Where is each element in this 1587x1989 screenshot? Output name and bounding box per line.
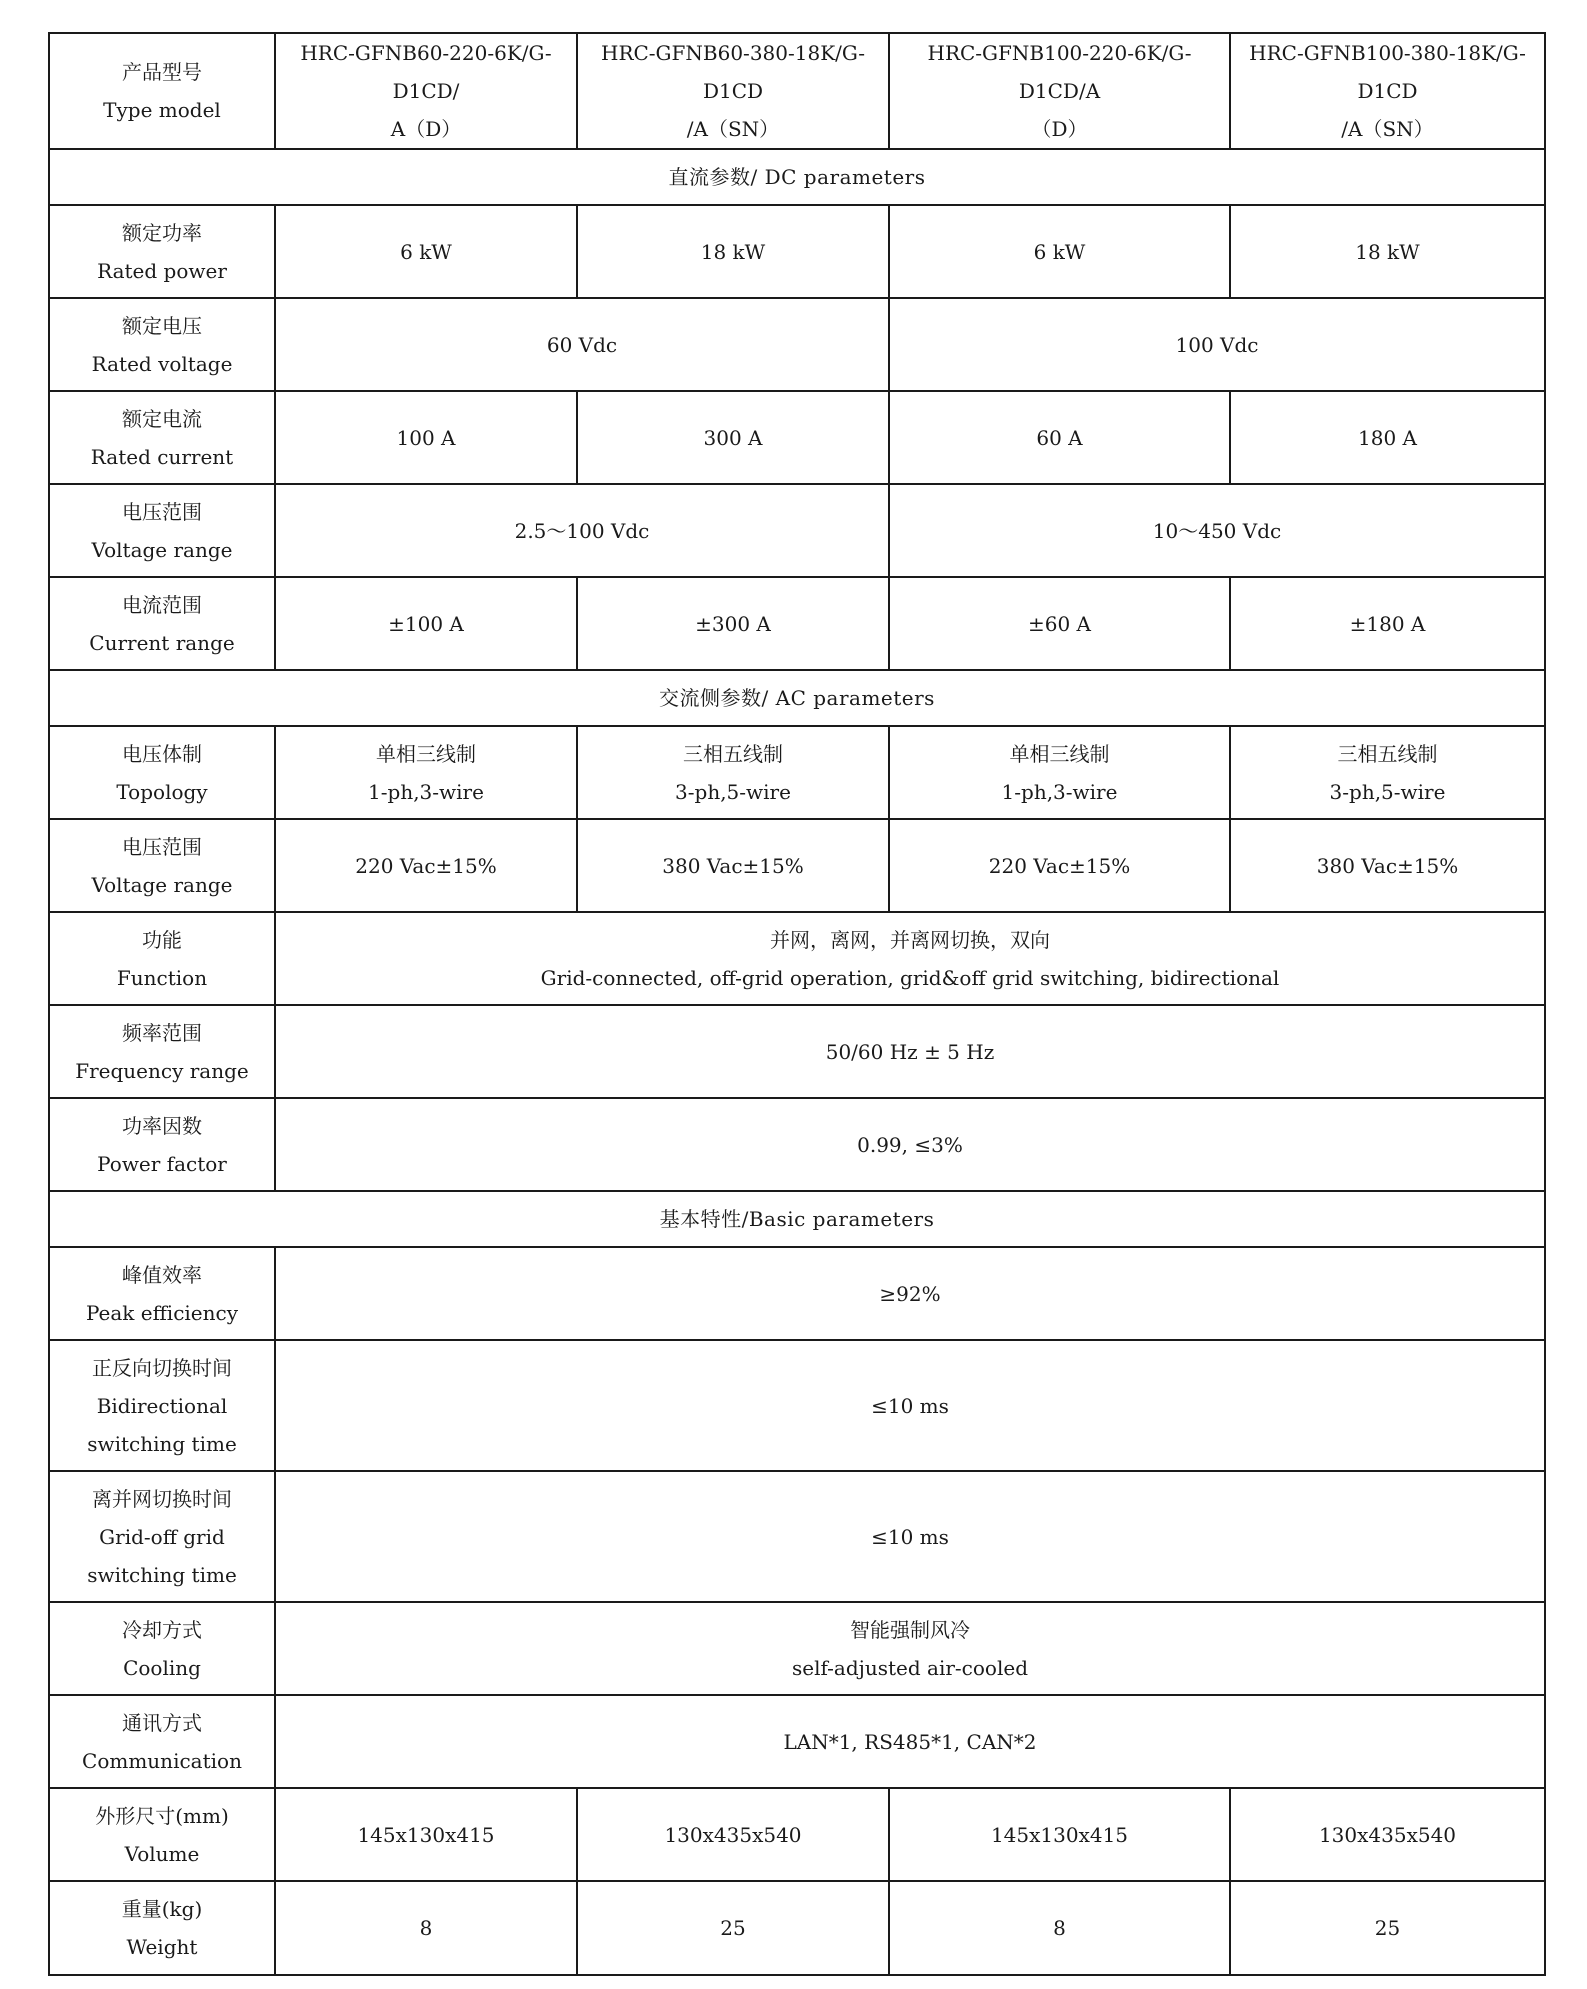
rated-power-value: 18 kW xyxy=(577,205,889,298)
bidirectional-switching-label-en-1: Bidirectional xyxy=(96,1393,228,1418)
current-range-value: ±180 A xyxy=(1230,577,1545,670)
row-communication xyxy=(49,1695,1545,1788)
function-value xyxy=(275,912,1545,1005)
row-frequency-range xyxy=(49,1005,1545,1098)
topology-value-en: 1-ph,3-wire xyxy=(1001,779,1118,804)
topology-value-cn: 单相三线制 xyxy=(1009,741,1110,766)
communication-label-en: Communication xyxy=(82,1748,242,1773)
ac-voltage-range-value: 380 Vac±15% xyxy=(1230,819,1545,912)
current-range-value: ±60 A xyxy=(889,577,1230,670)
rated-power-label-cn: 额定功率 xyxy=(122,220,202,245)
peak-efficiency-label-en: Peak efficiency xyxy=(85,1300,239,1325)
cooling-value-cn: 智能强制风冷 xyxy=(850,1617,970,1642)
topology-label xyxy=(49,726,275,819)
communication-label-cn: 通讯方式 xyxy=(122,1710,202,1735)
ac-voltage-range-label-en: Voltage range xyxy=(91,872,233,897)
current-range-label-cn: 电流范围 xyxy=(122,592,202,617)
function-value-en: Grid-connected, off-grid operation, grid&off grid switching, bidirectional xyxy=(540,965,1280,990)
volume-value: 130x435x540 xyxy=(577,1788,889,1881)
cooling-label-cn: 冷却方式 xyxy=(122,1617,202,1642)
volume-value: 145x130x415 xyxy=(275,1788,577,1881)
model-4-line-2: /A（SN） xyxy=(1341,117,1434,141)
topology-value xyxy=(275,726,577,819)
volume-label-en: Volume xyxy=(124,1841,200,1866)
power-factor-value: 0.99, ≤3% xyxy=(275,1098,1545,1191)
model-2-line-2: /A（SN） xyxy=(686,117,780,141)
spec-table xyxy=(48,32,1546,1976)
grid-off-switching-label-en-2: switching time xyxy=(87,1562,237,1587)
model-3 xyxy=(889,33,1230,149)
header-label-cn: 产品型号 xyxy=(122,60,202,84)
function-label-en: Function xyxy=(116,965,208,990)
peak-efficiency-value: ≥92% xyxy=(275,1247,1545,1340)
row-topology xyxy=(49,726,1545,819)
weight-value: 25 xyxy=(577,1881,889,1975)
topology-value-en: 3-ph,5-wire xyxy=(675,779,791,804)
volume-value: 130x435x540 xyxy=(1230,1788,1545,1881)
row-power-factor xyxy=(49,1098,1545,1191)
power-factor-label-en: Power factor xyxy=(97,1151,227,1176)
rated-current-value: 180 A xyxy=(1230,391,1545,484)
rated-voltage-value: 60 Vdc xyxy=(275,298,889,391)
topology-label-cn: 电压体制 xyxy=(122,741,202,766)
header-row xyxy=(49,33,1545,149)
rated-current-value: 300 A xyxy=(577,391,889,484)
grid-off-switching-label-en-1: Grid-off grid xyxy=(99,1524,225,1549)
model-4 xyxy=(1230,33,1545,149)
rated-power-label xyxy=(49,205,275,298)
model-2-line-1: HRC-GFNB60-380-18K/G-D1CD xyxy=(601,41,865,103)
section-ac-title: 交流侧参数/ AC parameters xyxy=(49,670,1545,726)
ac-voltage-range-value: 380 Vac±15% xyxy=(577,819,889,912)
row-bidirectional-switching xyxy=(49,1340,1545,1471)
rated-current-label xyxy=(49,391,275,484)
rated-power-label-en: Rated power xyxy=(97,258,227,283)
rated-power-value: 6 kW xyxy=(275,205,577,298)
model-3-line-1: HRC-GFNB100-220-6K/G-D1CD/A xyxy=(927,41,1192,103)
communication-label xyxy=(49,1695,275,1788)
bidirectional-switching-label-en-2: switching time xyxy=(87,1431,237,1456)
frequency-range-label-en: Frequency range xyxy=(75,1058,249,1083)
grid-off-switching-value: ≤10 ms xyxy=(275,1471,1545,1602)
topology-value-cn: 三相五线制 xyxy=(1337,741,1438,766)
ac-voltage-range-value: 220 Vac±15% xyxy=(275,819,577,912)
section-ac-row xyxy=(49,670,1545,726)
power-factor-label xyxy=(49,1098,275,1191)
rated-current-value: 60 A xyxy=(889,391,1230,484)
volume-label xyxy=(49,1788,275,1881)
row-volume xyxy=(49,1788,1545,1881)
weight-value: 25 xyxy=(1230,1881,1545,1975)
topology-value-en: 3-ph,5-wire xyxy=(1329,779,1446,804)
row-dc-voltage-range xyxy=(49,484,1545,577)
dc-voltage-range-label-cn: 电压范围 xyxy=(122,499,202,524)
weight-value: 8 xyxy=(889,1881,1230,1975)
function-label-cn: 功能 xyxy=(142,927,182,952)
section-basic-title: 基本特性/Basic parameters xyxy=(49,1191,1545,1247)
row-current-range xyxy=(49,577,1545,670)
row-ac-voltage-range xyxy=(49,819,1545,912)
current-range-label xyxy=(49,577,275,670)
peak-efficiency-label xyxy=(49,1247,275,1340)
rated-current-label-cn: 额定电流 xyxy=(122,406,202,431)
grid-off-switching-label-cn: 离并网切换时间 xyxy=(92,1486,232,1511)
current-range-value: ±100 A xyxy=(275,577,577,670)
ac-voltage-range-label-cn: 电压范围 xyxy=(122,834,202,859)
topology-value-cn: 三相五线制 xyxy=(683,741,783,766)
topology-value xyxy=(1230,726,1545,819)
row-rated-power xyxy=(49,205,1545,298)
rated-power-value: 6 kW xyxy=(889,205,1230,298)
topology-value xyxy=(577,726,889,819)
header-label xyxy=(49,33,275,149)
dc-voltage-range-value: 2.5～100 Vdc xyxy=(275,484,889,577)
ac-voltage-range-label xyxy=(49,819,275,912)
power-factor-label-cn: 功率因数 xyxy=(122,1113,202,1138)
topology-value xyxy=(889,726,1230,819)
ac-voltage-range-value: 220 Vac±15% xyxy=(889,819,1230,912)
row-rated-voltage xyxy=(49,298,1545,391)
current-range-value: ±300 A xyxy=(577,577,889,670)
topology-value-cn: 单相三线制 xyxy=(376,741,476,766)
row-peak-efficiency xyxy=(49,1247,1545,1340)
topology-label-en: Topology xyxy=(116,779,208,804)
bidirectional-switching-label xyxy=(49,1340,275,1471)
communication-value: LAN*1, RS485*1, CAN*2 xyxy=(275,1695,1545,1788)
rated-voltage-label xyxy=(49,298,275,391)
section-dc-row xyxy=(49,149,1545,205)
weight-label xyxy=(49,1881,275,1975)
volume-label-cn: 外形尺寸(mm) xyxy=(95,1803,229,1828)
bidirectional-switching-value: ≤10 ms xyxy=(275,1340,1545,1471)
cooling-value xyxy=(275,1602,1545,1695)
rated-voltage-label-cn: 额定电压 xyxy=(122,313,202,338)
dc-voltage-range-value: 10～450 Vdc xyxy=(889,484,1545,577)
row-grid-off-switching xyxy=(49,1471,1545,1602)
model-1-line-2: A（D） xyxy=(390,117,462,141)
rated-power-value: 18 kW xyxy=(1230,205,1545,298)
model-1 xyxy=(275,33,577,149)
model-1-line-1: HRC-GFNB60-220-6K/G-D1CD/ xyxy=(300,41,552,103)
function-value-cn: 并网，离网，并离网切换，双向 xyxy=(770,927,1050,952)
bidirectional-switching-label-cn: 正反向切换时间 xyxy=(92,1355,232,1380)
volume-value: 145x130x415 xyxy=(889,1788,1230,1881)
rated-current-label-en: Rated current xyxy=(90,444,234,469)
weight-label-en: Weight xyxy=(126,1935,198,1959)
cooling-value-en: self-adjusted air-cooled xyxy=(791,1655,1028,1680)
row-weight xyxy=(49,1881,1545,1975)
rated-voltage-label-en: Rated voltage xyxy=(91,351,233,376)
frequency-range-value: 50/60 Hz ± 5 Hz xyxy=(275,1005,1545,1098)
function-label xyxy=(49,912,275,1005)
section-dc-title: 直流参数/ DC parameters xyxy=(49,149,1545,205)
weight-value: 8 xyxy=(275,1881,577,1975)
weight-label-cn: 重量(kg) xyxy=(121,1897,203,1921)
model-3-line-2: （D） xyxy=(1031,117,1088,141)
row-function xyxy=(49,912,1545,1005)
row-rated-current xyxy=(49,391,1545,484)
current-range-label-en: Current range xyxy=(89,630,235,655)
cooling-label xyxy=(49,1602,275,1695)
frequency-range-label-cn: 频率范围 xyxy=(122,1020,202,1045)
rated-voltage-value: 100 Vdc xyxy=(889,298,1545,391)
frequency-range-label xyxy=(49,1005,275,1098)
topology-value-en: 1-ph,3-wire xyxy=(368,779,484,804)
grid-off-switching-label xyxy=(49,1471,275,1602)
dc-voltage-range-label-en: Voltage range xyxy=(91,537,233,562)
model-2 xyxy=(577,33,889,149)
row-cooling xyxy=(49,1602,1545,1695)
header-label-en: Type model xyxy=(103,98,221,122)
dc-voltage-range-label xyxy=(49,484,275,577)
section-basic-row xyxy=(49,1191,1545,1247)
model-4-line-1: HRC-GFNB100-380-18K/G-D1CD xyxy=(1249,41,1526,103)
rated-current-value: 100 A xyxy=(275,391,577,484)
cooling-label-en: Cooling xyxy=(123,1655,201,1680)
peak-efficiency-label-cn: 峰值效率 xyxy=(122,1262,202,1287)
